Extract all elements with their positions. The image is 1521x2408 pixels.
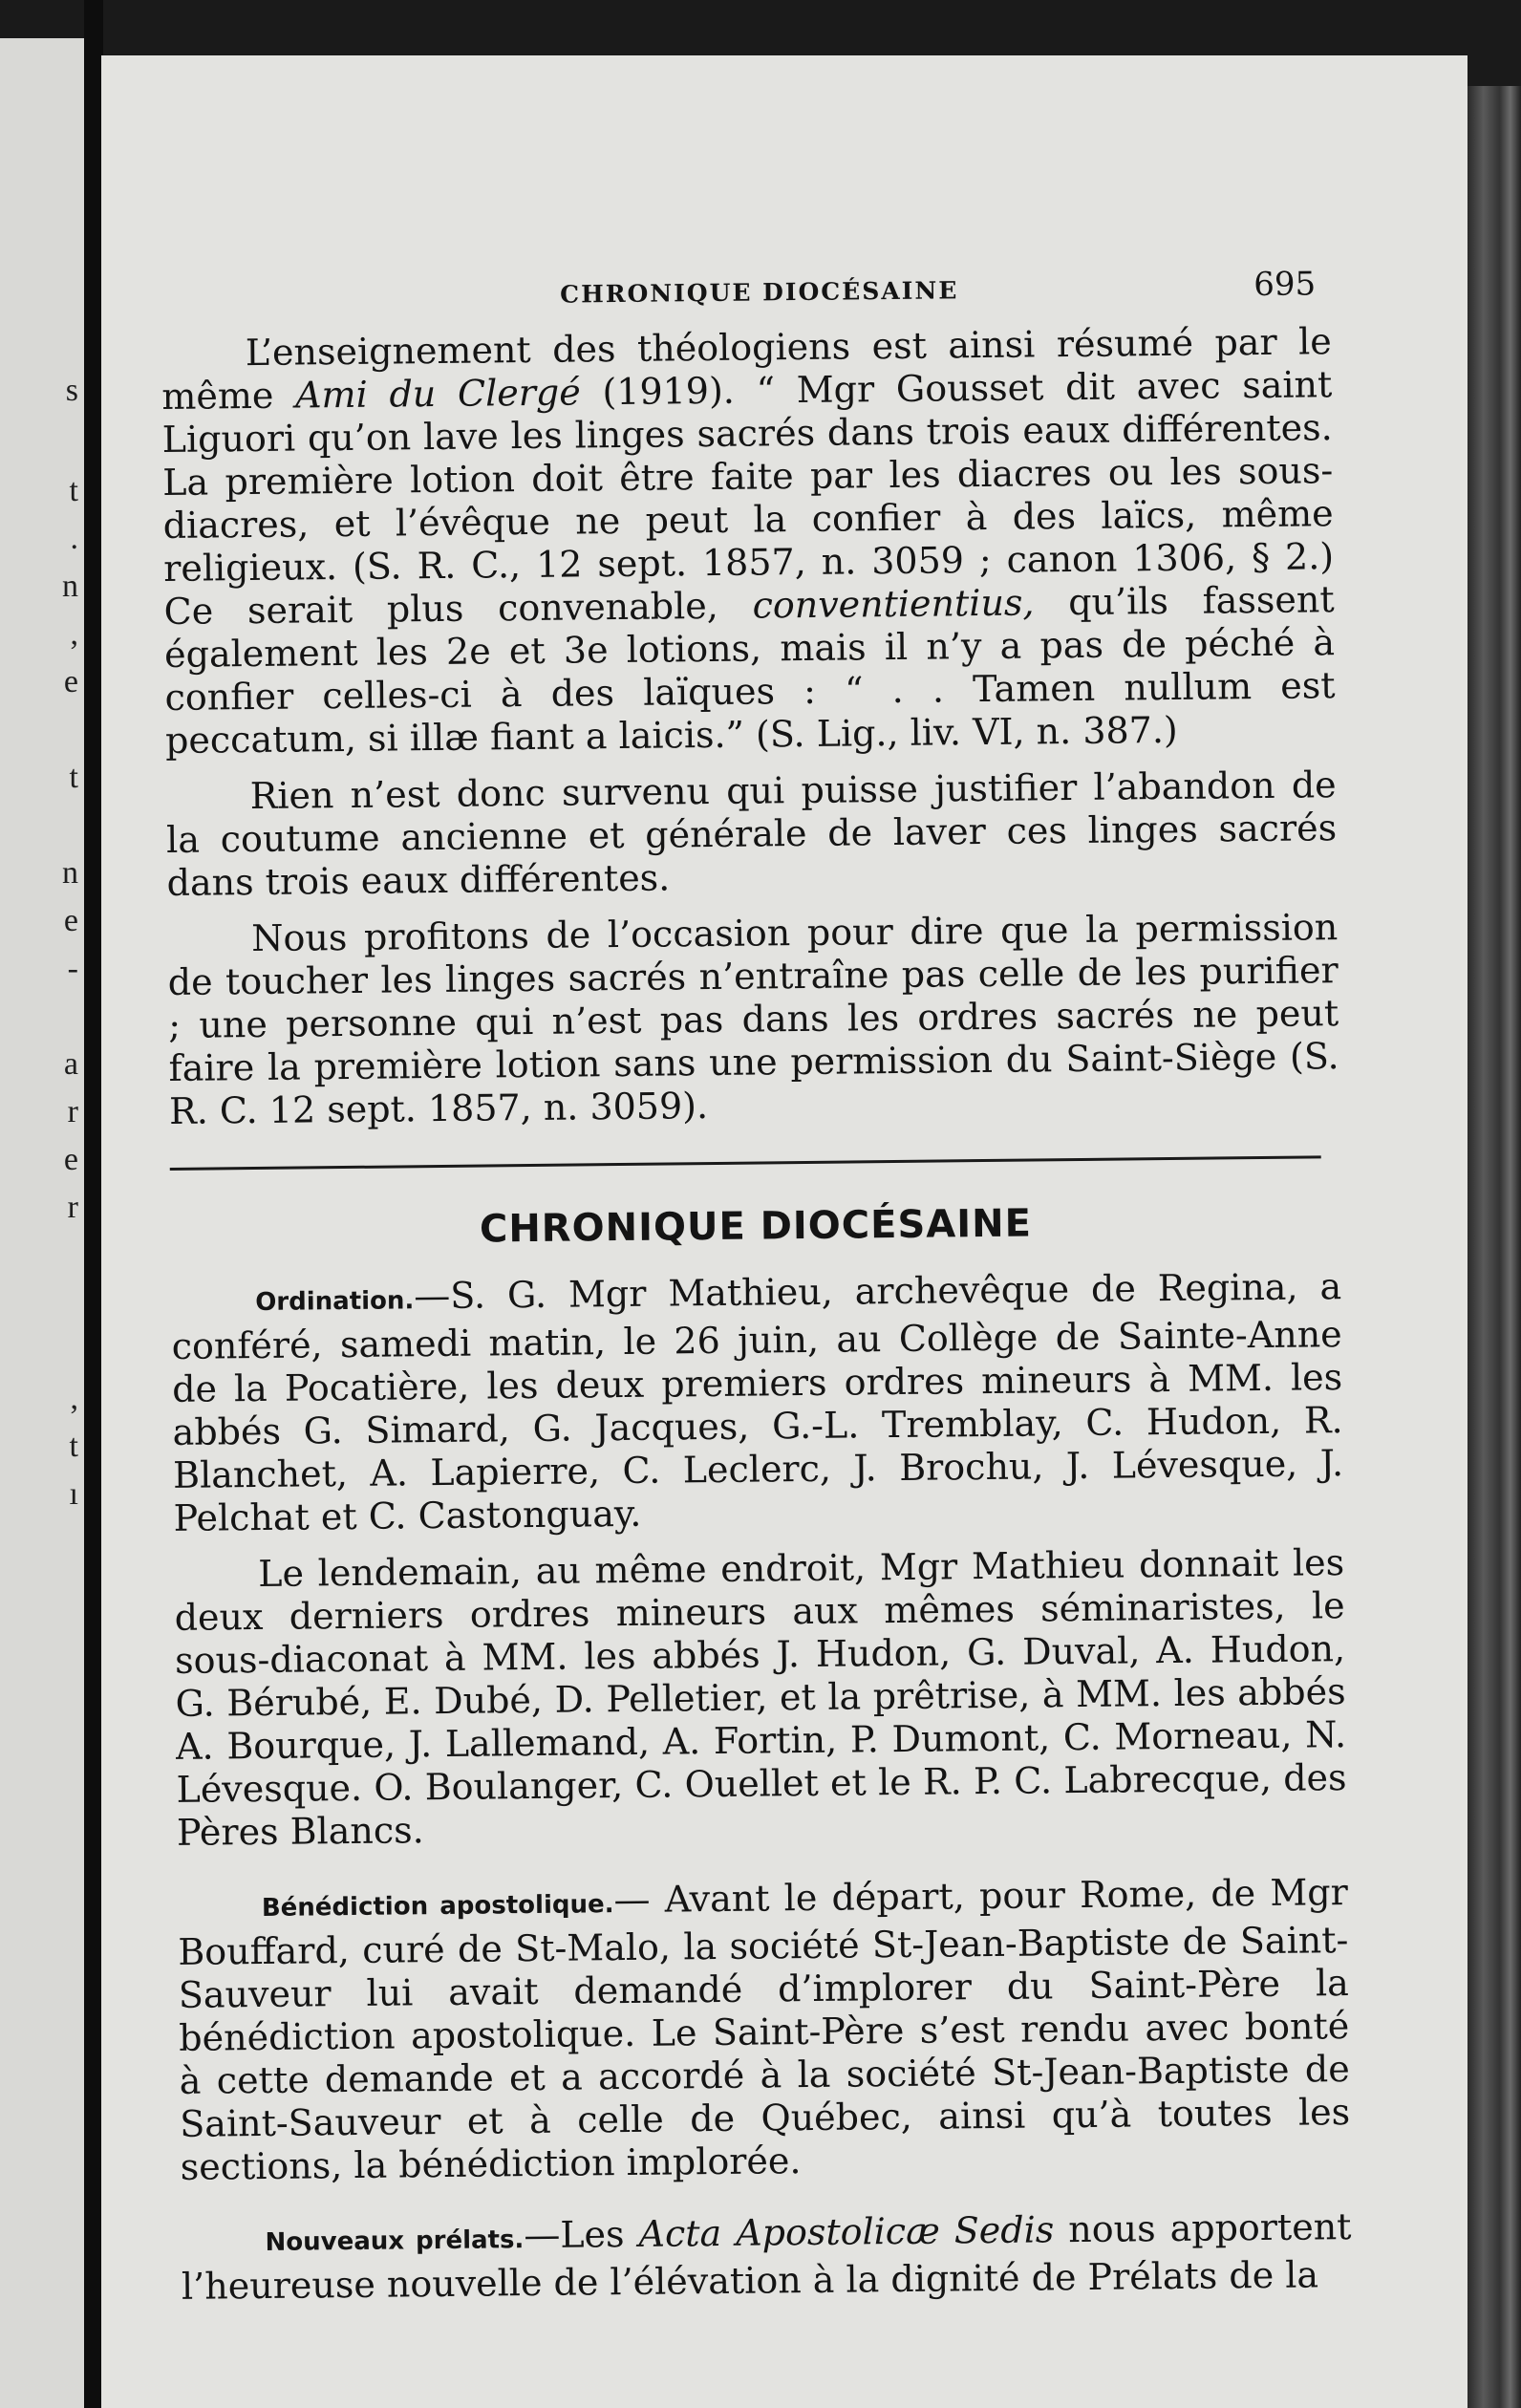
facing-page-fragment: . [70, 521, 78, 556]
page-number: 695 [1253, 265, 1317, 305]
paragraph-permission: Nous profitons de l’occasion pour dire que la permission de toucher les linges sacrés n’entraîne pas celle de les purifier ; une personne qui n’est pas dans les ordres sacrés ne peut faire la première lotion sans une permission du Saint-Siège (S. R. C. 12 sept. 1857, n. 3059). [167, 906, 1339, 1132]
facing-page-edge [0, 38, 84, 2408]
paragraph-ordination: Ordination.—S. G. Mgr Mathieu, archevêque de Regina, a conféré, samedi matin, le 26 juin, au Collège de Sainte-Anne de la Pocatière, les deux premiers ordres mineurs à MM. les abbés G. Simard, G. Jacques, G.-L. Tremblay, C. Hudon, R. Blanchet, A. Lapierre, C. Leclerc, J. Brochu, J. Lévesque, J. Pelchat et C. Castonguay. [171, 1265, 1344, 1539]
paragraph-benediction: Bénédiction apostolique.— Avant le départ, pour Rome, de Mgr Bouffard, curé de St-Malo, la société St-Jean-Baptiste de Saint-Sauveur lui avait demandé d’implorer du Saint-Père la bénédiction apostolique. Le Saint-Père s’est rendu avec bonté à cette demande et a accordé à la société St-Jean-Baptiste de Saint-Sauveur et à celle de Québec, ainsi qu’à toutes les sections, la bénédiction implorée. [178, 1871, 1351, 2188]
lead-ordination: Ordination. [255, 1286, 415, 1318]
page-content [161, 265, 1352, 2309]
facing-page-fragment: - [67, 951, 78, 986]
paragraph-theologians: L’enseignement des théologiens est ainsi résumé par le même Ami du Clergé (1919). “ Mgr Gousset dit avec saint Liguori qu’on lave les linges sacrés dans trois eaux différentes. La première lotion doit être faite par les diacres ou les sous-diacres, et l’évêque ne peut la confier à des laïcs, même religieux. (S. R. C., 12 sept. 1857, n. 3059 ; canon 1306, § 2.) Ce serait plus convenable, conventientius, qu’ils fassent également les 2e et 3e lotions, mais il n’y a pas de péché à confier celles-ci à des laïques : “ . . Tamen nullum est peccatum, si illæ fiant a laicis.” (S. Lig., liv. VI, n. 387.) [161, 320, 1336, 762]
facing-page-fragment: t [69, 473, 78, 508]
facing-page-fragment: r [67, 1094, 78, 1129]
facing-page-fragment: e [63, 664, 78, 699]
facing-page-fragment: , [70, 616, 78, 652]
book-gutter [84, 0, 103, 2408]
italic-title: Acta Apostolicæ Sedis [638, 2208, 1055, 2255]
italic-title: Ami du Clergé [294, 371, 581, 417]
facing-page-fragment: n [62, 855, 78, 891]
italic-term: conventientius, [752, 581, 1035, 627]
facing-page-fragment: t [69, 760, 78, 795]
facing-page-fragment: n [62, 569, 78, 604]
section-title: CHRONIQUE DIOCÉSAINE [479, 1201, 1033, 1252]
facing-page-fragment: t [69, 1429, 78, 1464]
facing-page-fragment: s [65, 373, 78, 408]
page-stack-edge [1467, 86, 1521, 2408]
paragraph-conclusion: Rien n’est donc survenu qui puisse justifier l’abandon de la coutume ancienne et générale de laver ces linges sacrés dans trois eaux différentes. [165, 763, 1338, 904]
facing-page-fragment: r [67, 1190, 78, 1225]
paragraph-lendemain: Le lendemain, au même endroit, Mgr Mathieu donnait les deux derniers ordres mineurs aux mêmes séminaristes, le sous-diaconat à MM. les abbés J. Hudon, G. Duval, A. Hudon, G. Bérubé, E. Dubé, D. Pelletier, et la prêtrise, à MM. les abbés A. Bourque, J. Lallemand, A. Fortin, P. Dumont, C. Morneau, N. Lévesque. O. Boulanger, C. Ouellet et le R. P. C. Labrecque, des Pères Blancs. [174, 1541, 1347, 1854]
running-title: CHRONIQUE DIOCÉSAINE [560, 276, 959, 309]
facing-page-fragment: a [63, 1046, 78, 1082]
facing-page-fragment: e [63, 1142, 78, 1177]
lead-benediction: Bénédiction apostolique. [261, 1890, 614, 1923]
facing-page-fragment: , [70, 1381, 78, 1416]
paragraph-prelats: Nouveaux prélats.—Les Acta Apostolicæ Sedis nous apportent l’heureuse nouvelle de l’élévation à la dignité de Prélats de la [181, 2205, 1352, 2308]
facing-page-fragment: e [63, 903, 78, 938]
lead-prelats: Nouveaux prélats. [265, 2225, 525, 2257]
facing-page-fragment: ı [69, 1476, 78, 1512]
running-head [560, 265, 1331, 311]
section-divider [170, 1155, 1321, 1171]
